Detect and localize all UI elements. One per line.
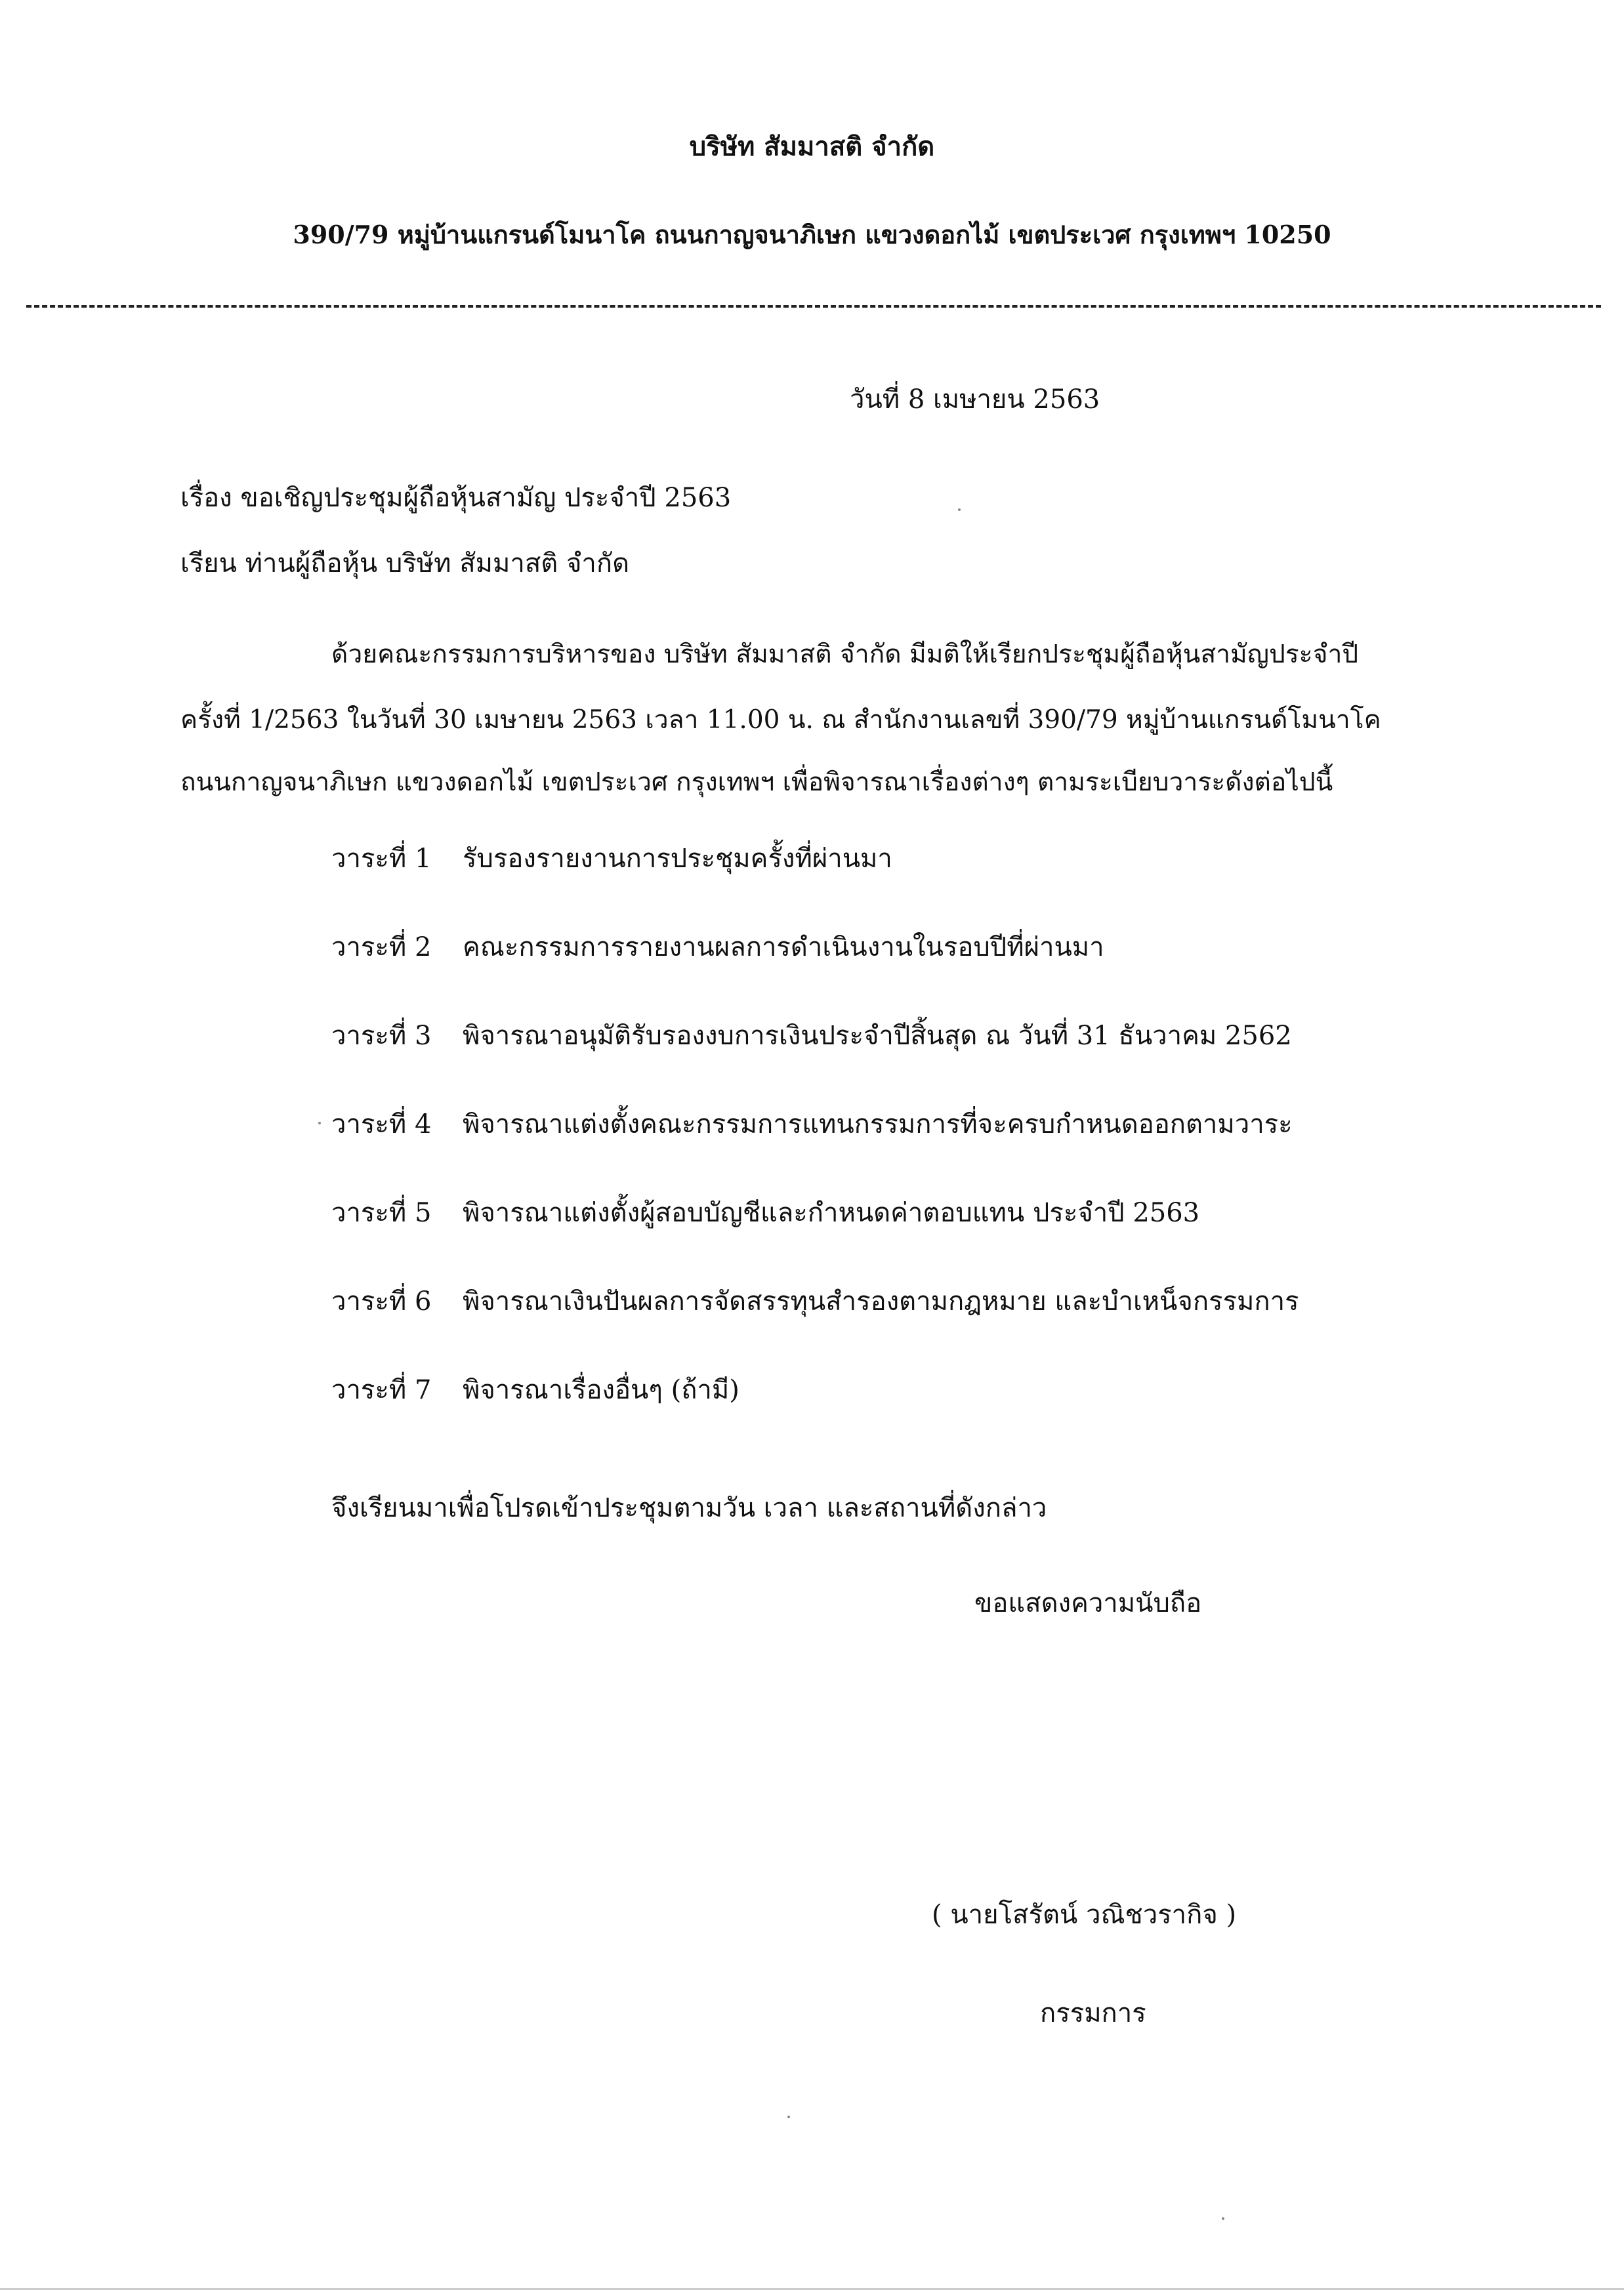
signatory-title: กรรมการ: [1040, 1998, 1146, 2028]
agenda-number: วาระที่ 5: [331, 1198, 432, 1228]
regards: ขอแสดงความนับถือ: [974, 1588, 1202, 1618]
body-line-1: ด้วยคณะกรรมการบริหารของ บริษัท สัมมาสติ จำกัด มีมติให้เรียกประชุมผู้ถือหุ้นสามัญประจำปี: [331, 640, 1359, 669]
letter-date: วันที่ 8 เมษายน 2563: [850, 384, 1100, 415]
agenda-text: พิจารณาอนุมัติรับรองงบการเงินประจำปีสิ้นสุด ณ วันที่ 31 ธันวาคม 2562: [463, 1021, 1292, 1051]
agenda-number: วาระที่ 3: [331, 1021, 432, 1051]
header-divider: [26, 305, 1601, 308]
signatory-name: ( นายโสรัตน์ วณิชวรากิจ ): [932, 1900, 1237, 1930]
company-address: 390/79 หมู่บ้านแกรนด์โมนาโค ถนนกาญจนาภิเษก แขวงดอกไม้ เขตประเวศ กรุงเทพฯ 10250: [293, 220, 1331, 249]
agenda-text: รับรองรายงานการประชุมครั้งที่ผ่านมา: [463, 844, 892, 874]
body-line-3: ถนนกาญจนาภิเษก แขวงดอกไม้ เขตประเวศ กรุงเทพฯ เพื่อพิจารณาเรื่องต่างๆ ตามระเบียบวาระดังต่อไปนี้: [180, 768, 1333, 797]
scan-speck: [318, 1122, 321, 1124]
closing-sentence: จึงเรียนมาเพื่อโปรดเข้าประชุมตามวัน เวลา และสถานที่ดังกล่าว: [331, 1493, 1047, 1523]
agenda-text: พิจารณาแต่งตั้งคณะกรรมการแทนกรรมการที่จะครบกำหนดออกตามวาระ: [463, 1109, 1293, 1139]
scan-speck: [1222, 2217, 1224, 2220]
scan-speck: [787, 2116, 790, 2118]
letter-subject: เรื่อง ขอเชิญประชุมผู้ถือหุ้นสามัญ ประจำปี 2563: [180, 483, 732, 513]
body-line-2: ครั้งที่ 1/2563 ในวันที่ 30 เมษายน 2563 เวลา 11.00 น. ณ สำนักงานเลขที่ 390/79 หมู่บ้านแกรนด์โมนาโค: [180, 705, 1381, 735]
letter-recipient: เรียน ท่านผู้ถือหุ้น บริษัท สัมมาสติ จำกัด: [180, 548, 630, 579]
agenda-number: วาระที่ 4: [331, 1109, 432, 1139]
company-name: บริษัท สัมมาสติ จำกัด: [689, 131, 935, 162]
agenda-text: พิจารณาเรื่องอื่นๆ (ถ้ามี): [463, 1375, 739, 1405]
agenda-number: วาระที่ 6: [331, 1286, 432, 1317]
scan-speck: [958, 508, 961, 511]
agenda-number: วาระที่ 7: [331, 1375, 432, 1405]
agenda-number: วาระที่ 1: [331, 844, 432, 874]
agenda-text: คณะกรรมการรายงานผลการดำเนินงานในรอบปีที่ผ่านมา: [463, 932, 1104, 962]
agenda-number: วาระที่ 2: [331, 932, 432, 962]
agenda-text: พิจารณาเงินปันผลการจัดสรรทุนสำรองตามกฎหมาย และบำเหน็จกรรมการ: [463, 1286, 1299, 1317]
agenda-text: พิจารณาแต่งตั้งผู้สอบบัญชีและกำหนดค่าตอบแทน ประจำปี 2563: [463, 1198, 1200, 1228]
scan-edge: [0, 2288, 1624, 2290]
